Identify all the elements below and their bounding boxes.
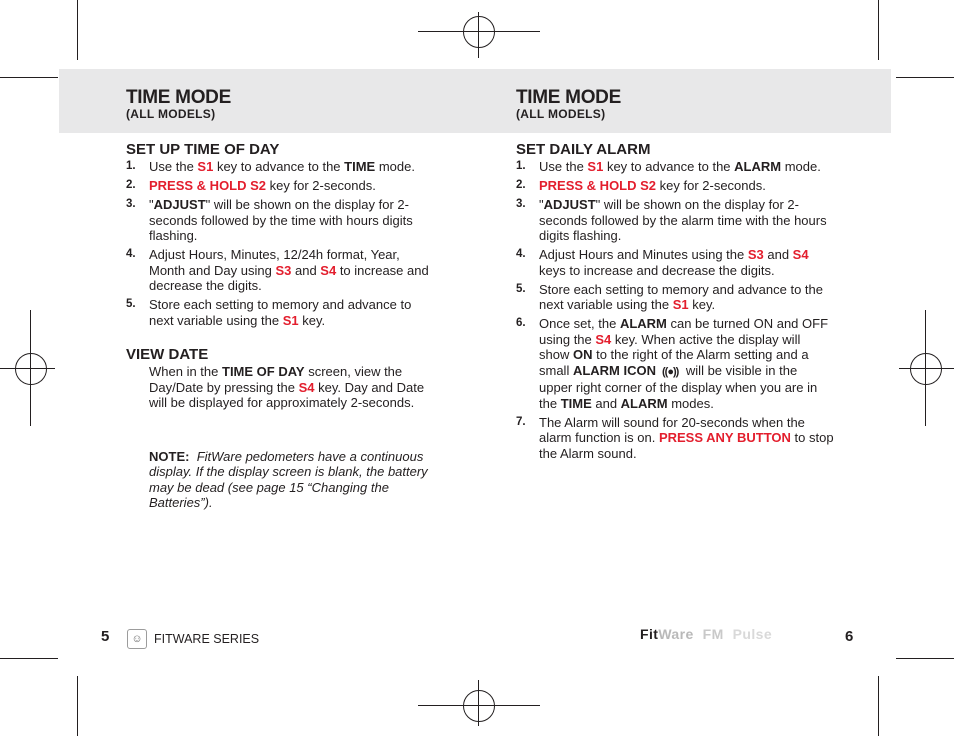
- step-text: The Alarm will sound for 20-seconds when the alarm function is on.: [539, 414, 805, 445]
- page-subtitle: (ALL MODELS): [516, 107, 606, 121]
- key-label: S3: [747, 247, 764, 262]
- step-text: keys to increase and decrease the digits.: [539, 262, 775, 278]
- left-page: [126, 88, 438, 511]
- step-text: Use the: [539, 159, 588, 174]
- alarm-icon: ((●)): [662, 365, 679, 378]
- step-text: modes.: [667, 395, 714, 411]
- display-label: ON: [572, 347, 593, 362]
- body-text: When in the: [149, 364, 222, 379]
- list-item: [126, 247, 438, 294]
- step-text: Store each setting to memory and advance to the next variable using the: [539, 281, 824, 312]
- display-label: ALARM ICON: [572, 362, 656, 378]
- key-label: PRESS & HOLD S2: [149, 178, 267, 193]
- list-item: [516, 159, 834, 175]
- step-number: 5.: [516, 282, 526, 295]
- crop-mark: [77, 676, 78, 736]
- step-text: Use the: [149, 159, 198, 174]
- series-label: FITWARE SERIES: [154, 632, 260, 646]
- key-label: PRESS ANY BUTTON: [658, 430, 791, 445]
- left-page-number: 5: [101, 628, 110, 645]
- list-item: [516, 197, 834, 244]
- step-text: Store each setting to memory and advance to next variable using the: [149, 297, 412, 328]
- display-label: ADJUST: [543, 197, 596, 212]
- step-text: key to advance to the: [603, 159, 735, 174]
- brand-logo: [640, 626, 772, 642]
- step-text: and: [591, 395, 621, 411]
- step-text: can be turned ON and OFF using the: [539, 316, 829, 347]
- step-text: ": [539, 197, 544, 212]
- key-label: S4: [320, 262, 337, 278]
- mode-label: TIME OF DAY: [222, 364, 305, 379]
- step-text: Adjust Hours, Minutes, 12/24h format, Year, Month and Day using: [149, 247, 400, 278]
- step-number: 4.: [126, 248, 136, 260]
- list-item: [516, 247, 834, 278]
- key-label: S1: [587, 159, 604, 174]
- right-page-number: 6: [845, 628, 854, 645]
- step-number: 4.: [516, 248, 526, 260]
- step-text: key to advance to the: [213, 159, 345, 174]
- step-number: 5.: [126, 298, 136, 310]
- step-text: " will be shown on the display for 2-seconds followed by the alarm time with the hours digits flashing.: [539, 197, 827, 243]
- list-item: [516, 282, 834, 313]
- step-number: 3.: [516, 198, 526, 210]
- setup-steps: [126, 159, 438, 328]
- registration-circle: [15, 353, 47, 385]
- step-text: to the right of the Alarm setting and a small: [539, 347, 809, 378]
- step-text: ": [149, 197, 154, 212]
- key-label: S1: [282, 312, 299, 328]
- view-date-text: [126, 364, 438, 411]
- key-label: S3: [275, 262, 292, 278]
- mode-label: ALARM: [734, 159, 782, 174]
- list-item: [126, 159, 438, 175]
- step-text: and: [763, 247, 793, 262]
- step-text: key for 2-seconds.: [266, 178, 376, 193]
- crop-mark: [0, 658, 58, 659]
- right-page: [516, 88, 834, 465]
- step-number: 6.: [516, 317, 526, 329]
- crop-mark: [878, 676, 879, 736]
- mode-label: TIME: [560, 395, 592, 411]
- brand-fit: Fit: [640, 626, 659, 642]
- crop-mark: [77, 0, 78, 60]
- key-label: S4: [792, 247, 809, 262]
- step-number: 7.: [516, 415, 526, 428]
- step-number: 1.: [126, 160, 136, 172]
- body-text: key. Day and Date will be displayed for approximately 2-seconds.: [149, 379, 425, 410]
- step-text: mode.: [781, 159, 821, 174]
- step-text: key.: [688, 297, 716, 312]
- list-item: [126, 197, 438, 244]
- step-text: key. When active the display will show: [539, 331, 801, 362]
- step-text: to increase and decrease the digits.: [149, 262, 429, 293]
- step-text: Once set, the: [539, 316, 620, 331]
- body-text: screen, view the Day/Date by pressing the: [149, 364, 403, 395]
- mode-label: TIME: [344, 159, 376, 174]
- step-text: key.: [298, 312, 326, 328]
- step-number: 1.: [516, 160, 526, 172]
- note-block: [126, 449, 438, 511]
- section-heading: SET DAILY ALARM: [516, 141, 651, 158]
- crop-mark: [878, 0, 879, 60]
- section-heading: SET UP TIME OF DAY: [126, 141, 280, 158]
- list-item: [126, 178, 438, 194]
- display-label: ADJUST: [153, 197, 206, 212]
- page-title: TIME MODE: [516, 87, 621, 108]
- step-text: " will be shown on the display for 2-seconds followed by the time with hours digits flashing.: [149, 197, 413, 243]
- step-number: 3.: [126, 198, 136, 210]
- page-title: TIME MODE: [126, 87, 231, 108]
- section-heading: VIEW DATE: [126, 346, 209, 363]
- step-text: to stop the Alarm sound.: [539, 430, 834, 461]
- note-label: NOTE:: [149, 448, 190, 464]
- step-text: mode.: [375, 159, 415, 174]
- brand-pulse: Pulse: [732, 626, 773, 642]
- fitware-logo-icon: ☺: [127, 629, 147, 649]
- page-subtitle: (ALL MODELS): [126, 107, 216, 121]
- alarm-steps: [516, 159, 834, 461]
- key-label: PRESS & HOLD S2: [539, 178, 657, 193]
- step-text: and: [291, 262, 321, 278]
- step-number: 2.: [516, 179, 526, 191]
- list-item: [516, 415, 834, 462]
- registration-circle: [463, 690, 495, 722]
- list-item: [516, 316, 834, 411]
- mode-label: ALARM: [619, 316, 667, 331]
- mode-label: ALARM: [620, 395, 668, 411]
- registration-circle: [910, 353, 942, 385]
- key-label: S4: [595, 331, 612, 347]
- step-number: 2.: [126, 179, 136, 191]
- crop-mark: [896, 77, 954, 78]
- step-text: will be visible in the upper right corner of the display when you are in the: [539, 362, 818, 411]
- key-label: S1: [672, 297, 689, 312]
- key-label: S1: [197, 159, 214, 174]
- list-item: [126, 297, 438, 328]
- brand-ware: Ware: [658, 626, 694, 642]
- key-label: S4: [298, 379, 315, 395]
- crop-mark: [896, 658, 954, 659]
- list-item: [516, 178, 834, 194]
- registration-circle: [463, 16, 495, 48]
- step-text: key for 2-seconds.: [656, 178, 766, 193]
- crop-mark: [0, 77, 58, 78]
- brand-fm: FM: [702, 626, 724, 642]
- step-text: Adjust Hours and Minutes using the: [539, 247, 748, 262]
- note-text: FitWare pedometers have a continuous display. If the display screen is blank, the battery may be dead (see page 15 “Changing the Batteries”).: [149, 448, 428, 510]
